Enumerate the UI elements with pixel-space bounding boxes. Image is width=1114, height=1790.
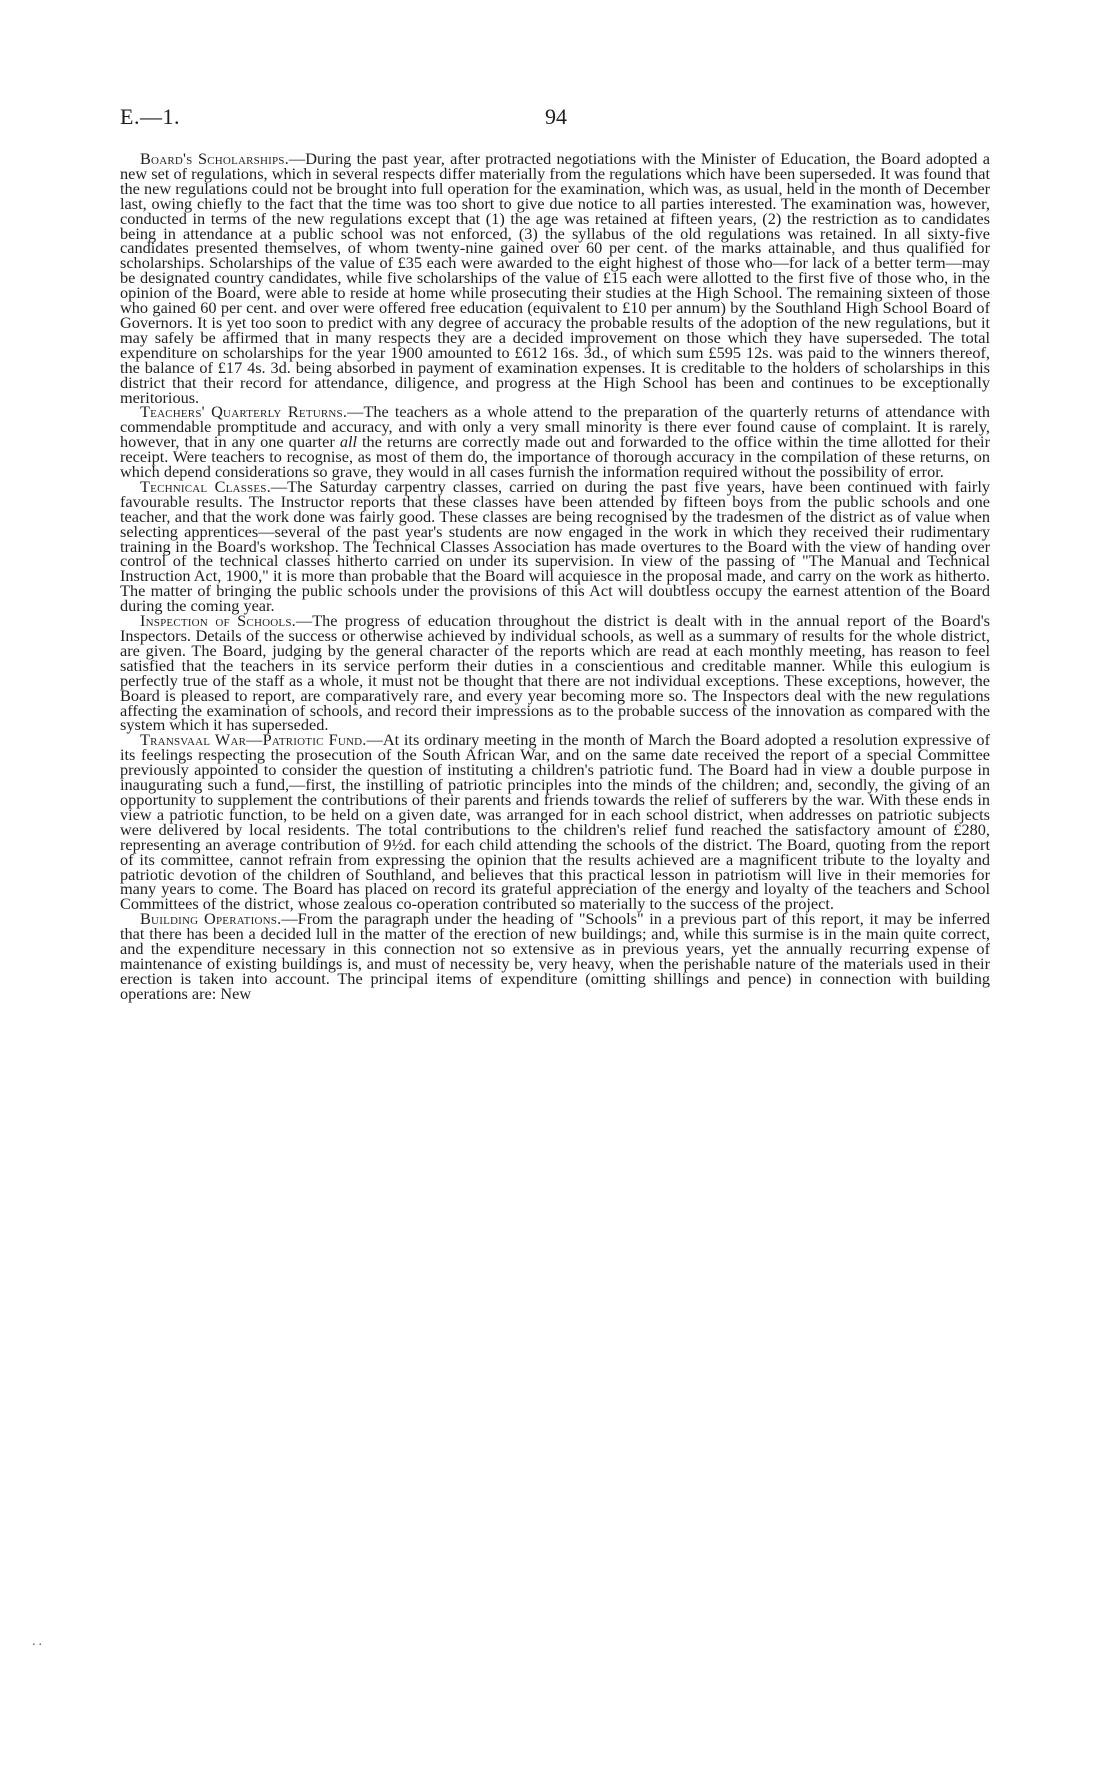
paragraph-text: —From the paragraph under the heading of "Schools" in a previous part of this report, it may be inferred that there has been a decided lull in the matter of the erection of new buildings; and, while this surmise is in the main quite correct, and the expenditure necessary in this connection not so extensive as in previous years, yet the annually recurring expense of maintenance of existing buildings is, and must of necessity be, very heavy, when the perishable nature of the materials used in their erection is taken into account. The principal items of expenditure (omitting shillings and pence) in connection with building operations are: New [120, 909, 990, 1003]
paragraph-board-scholarships [120, 149, 990, 407]
paragraph-text: —The progress of education throughout the district is dealt with in the annual report of the Board's Inspectors. Details of the success or otherwise achieved by individual schools, as well as a summary of results for the whole district, are given. The Board, judging by the general character of the reports which are read at each monthly meeting, has reason to feel satisfied that the teachers in its service perform their duties in a conscientious and creditable manner. While this eulogium is perfectly true of the staff as a whole, it must not be thought that there are not individual exceptions. These exceptions, however, the Board is pleased to report, are comparatively rare, and every year becoming more so. The Inspectors deal with the new regulations affecting the examination of schools, and record their impressions as to the probable success of the innovation as compared with the system which it has superseded. [120, 611, 990, 735]
section-heading: Building Operations. [140, 909, 282, 929]
document-code: E.—1. [120, 104, 180, 129]
emphasized-word: all [339, 432, 358, 452]
paragraph-teachers-returns [120, 402, 991, 482]
section-heading: Inspection of Schools. [140, 611, 296, 631]
paragraph-inspection-of-schools [120, 611, 990, 735]
page-header [120, 104, 990, 132]
paragraph-technical-classes [120, 476, 990, 616]
document-page [120, 104, 990, 1002]
section-heading: Transvaal War—Patriotic Fund. [140, 730, 367, 750]
page-number: 94 [545, 104, 567, 129]
paragraph-text: the returns are correctly made out and forwarded to the office within the time allotted for their receipt. Were teachers to recognise, as most of them do, the importance of thorough accuracy in the compilation of these returns, on which depend considerations so grave, they would in all cases furnish the information required without the possibility of error. [120, 432, 991, 482]
section-heading: Teachers' Quarterly Returns. [140, 402, 348, 422]
paragraph-text: —The Saturday carpentry classes, carried on during the past five years, have been continued with fairly favourable results. The Instructor reports that these classes have been attended by fifteen boys from the public schools and one teacher, and that the work done was fairly good. These classes are being recognised by the tradesmen of the district as of value when selecting apprentices—several of the past year's students are now engaged in the work in which they received their rudimentary training in the Board's workshop. The Technical Classes Association has made overtures to the Board with the view of handing over control of the technical classes hitherto carried on under its supervision. In view of the passing of "The Manual and Technical Instruction Act, 1900," it is more than probable that the Board will acquiesce in the proposal made, and carry on the work as hitherto. The matter of bringing the public schools under the provisions of this Act will doubtless occupy the earnest attention of the Board during the coming year. [120, 476, 990, 616]
paragraph-text: —At its ordinary meeting in the month of March the Board adopted a resolution expressive of its feelings respecting the prosecution of the South African War, and on the same date received the report of a special Committee previously appointed to consider the question of instituting a children's patriotic fund. The Board had in view a double purpose in inaugurating such a fund,—first, the instilling of patriotic principles into the minds of the children; and, secondly, the giving of an opportunity to supplement the contributions of their parents and friends towards the relief of sufferers by the war. With these ends in view a patriotic function, to be held on a given date, was arranged for in each school district, when addresses on patriotic subjects were delivered by local residents. The total contributions to the children's relief fund reached the satisfactory amount of £280, representing an average contribution of 9½d. for each child attending the schools of the district. The Board, quoting from the report of its committee, cannot refrain from expressing the opinion that the results achieved are a magnificent tribute to the loyalty and patriotic devotion of the children of Southland, and believes that this practical lesson in patriotism will live in their memories for many years to come. The Board has placed on record its grateful appreciation of the energy and loyalty of the teachers and School Committees of the district, whose zealous co-operation contributed so materially to the success of the project. [120, 730, 990, 914]
paragraph-patriotic-fund [120, 730, 990, 914]
paragraph-text: —During the past year, after protracted negotiations with the Minister of Education, the Board adopted a new set of regulations, which in several respects differ materially from the regulations which have been superseded. It was found that the new regulations could not be brought into full operation for the examination, which was, as usual, held in the month of December last, owing chiefly to the fact that the time was too short to give due notice to all parties interested. The examination was, however, conducted in terms of the new regulations except that (1) the age was retained at fifteen years, (2) the restriction as to candidates being in attendance at a public school was not enforced, (3) the syllabus of the old regulations was retained. In all sixty-five candidates presented themselves, of whom twenty-nine gained over 60 per cent. of the marks attainable, and thus qualified for scholarships. Scholarships of the value of £35 each were awarded to the eight highest of those who—for lack of a better term—may be designated country candidates, while five scholarships of the value of £15 each were allotted to the first five of those who, in the opinion of the Board, were able to reside at home while prosecuting their studies at the High School. The remaining sixteen of those who gained 60 per cent. and over were offered free education (equivalent to £10 per annum) by the Southland High School Board of Governors. It is yet too soon to predict with any degree of accuracy the probable results of the adoption of the new regulations, but it may safely be affirmed that in many respects they are a decided improvement on those which they have superseded. The total expenditure on scholarships for the year 1900 amounted to £612 16s. 3d., of which sum £595 12s. was paid to the winners thereof, the balance of £17 4s. 3d. being absorbed in payment of examination expenses. It is creditable to the holders of scholarships in this district that their record for attendance, diligence, and progress at the High School has been and continues to be exceptionally meritorious. [120, 149, 990, 407]
section-heading: Board's Scholarships. [140, 149, 289, 168]
section-heading: Technical Classes. [140, 476, 271, 496]
margin-mark: .. [32, 1634, 45, 1649]
paragraph-text: —The teachers as a whole attend to the preparation of the quarterly returns of attendance with commendable promptitude and accuracy, and with only a very small minority is there ever found cause of complaint. It is rarely, however, that in any one quarter [120, 402, 991, 452]
paragraph-building-operations [120, 909, 990, 1003]
